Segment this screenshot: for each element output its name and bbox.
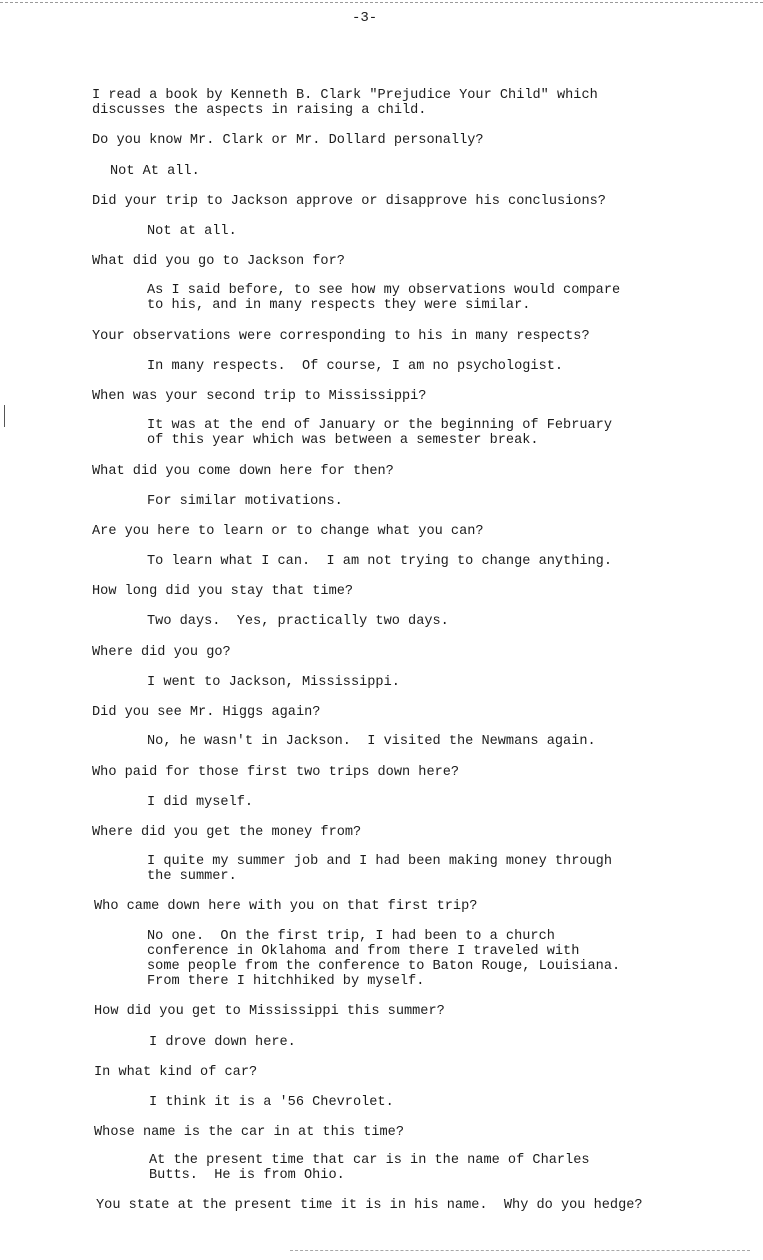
question: When was your second trip to Mississippi? bbox=[92, 389, 427, 404]
answer: In many respects. Of course, I am no psychologist. bbox=[147, 359, 564, 374]
top-border bbox=[0, 2, 763, 3]
question: Did your trip to Jackson approve or disapprove his conclusions? bbox=[92, 194, 606, 209]
paragraph: I read a book by Kenneth B. Clark "Prejudice Your Child" which discusses the aspects in raising a child. bbox=[92, 88, 598, 118]
question: How did you get to Mississippi this summer? bbox=[94, 1004, 445, 1019]
answer: Not At all. bbox=[110, 164, 200, 179]
question: How long did you stay that time? bbox=[92, 584, 354, 599]
answer: I went to Jackson, Mississippi. bbox=[147, 675, 400, 690]
question: Where did you get the money from? bbox=[92, 825, 362, 840]
margin-mark bbox=[4, 405, 5, 427]
answer: I drove down here. bbox=[149, 1035, 296, 1050]
bottom-rule bbox=[290, 1250, 750, 1251]
answer: As I said before, to see how my observations would compare to his, and in many respects they were similar. bbox=[147, 283, 621, 313]
question: Do you know Mr. Clark or Mr. Dollard personally? bbox=[92, 133, 484, 148]
question: What did you go to Jackson for? bbox=[92, 254, 345, 269]
answer: To learn what I can. I am not trying to change anything. bbox=[147, 554, 612, 569]
question: Who came down here with you on that first trip? bbox=[94, 899, 478, 914]
answer: No one. On the first trip, I had been to a church conference in Oklahoma and from there I traveled with some people from the conference to Baton Rouge, Louisiana. From there I hitchhiked by myself. bbox=[147, 929, 621, 989]
answer: Two days. Yes, practically two days. bbox=[147, 614, 449, 629]
question: Are you here to learn or to change what you can? bbox=[92, 524, 484, 539]
answer: Not at all. bbox=[147, 224, 237, 239]
answer: At the present time that car is in the name of Charles Butts. He is from Ohio. bbox=[149, 1153, 590, 1183]
question: In what kind of car? bbox=[94, 1065, 258, 1080]
answer: I think it is a '56 Chevrolet. bbox=[149, 1095, 394, 1110]
answer: No, he wasn't in Jackson. I visited the Newmans again. bbox=[147, 734, 596, 749]
question: Whose name is the car in at this time? bbox=[94, 1125, 404, 1140]
answer: I quite my summer job and I had been making money through the summer. bbox=[147, 854, 612, 884]
question: What did you come down here for then? bbox=[92, 464, 394, 479]
answer: I did myself. bbox=[147, 795, 254, 810]
question: Your observations were corresponding to his in many respects? bbox=[92, 329, 590, 344]
answer: It was at the end of January or the beginning of February of this year which was between a semester break. bbox=[147, 418, 612, 448]
question: Who paid for those first two trips down here? bbox=[92, 765, 460, 780]
question: You state at the present time it is in his name. Why do you hedge? bbox=[96, 1198, 643, 1213]
question: Where did you go? bbox=[92, 645, 231, 660]
question: Did you see Mr. Higgs again? bbox=[92, 705, 321, 720]
page-number: -3- bbox=[352, 10, 378, 26]
answer: For similar motivations. bbox=[147, 494, 343, 509]
